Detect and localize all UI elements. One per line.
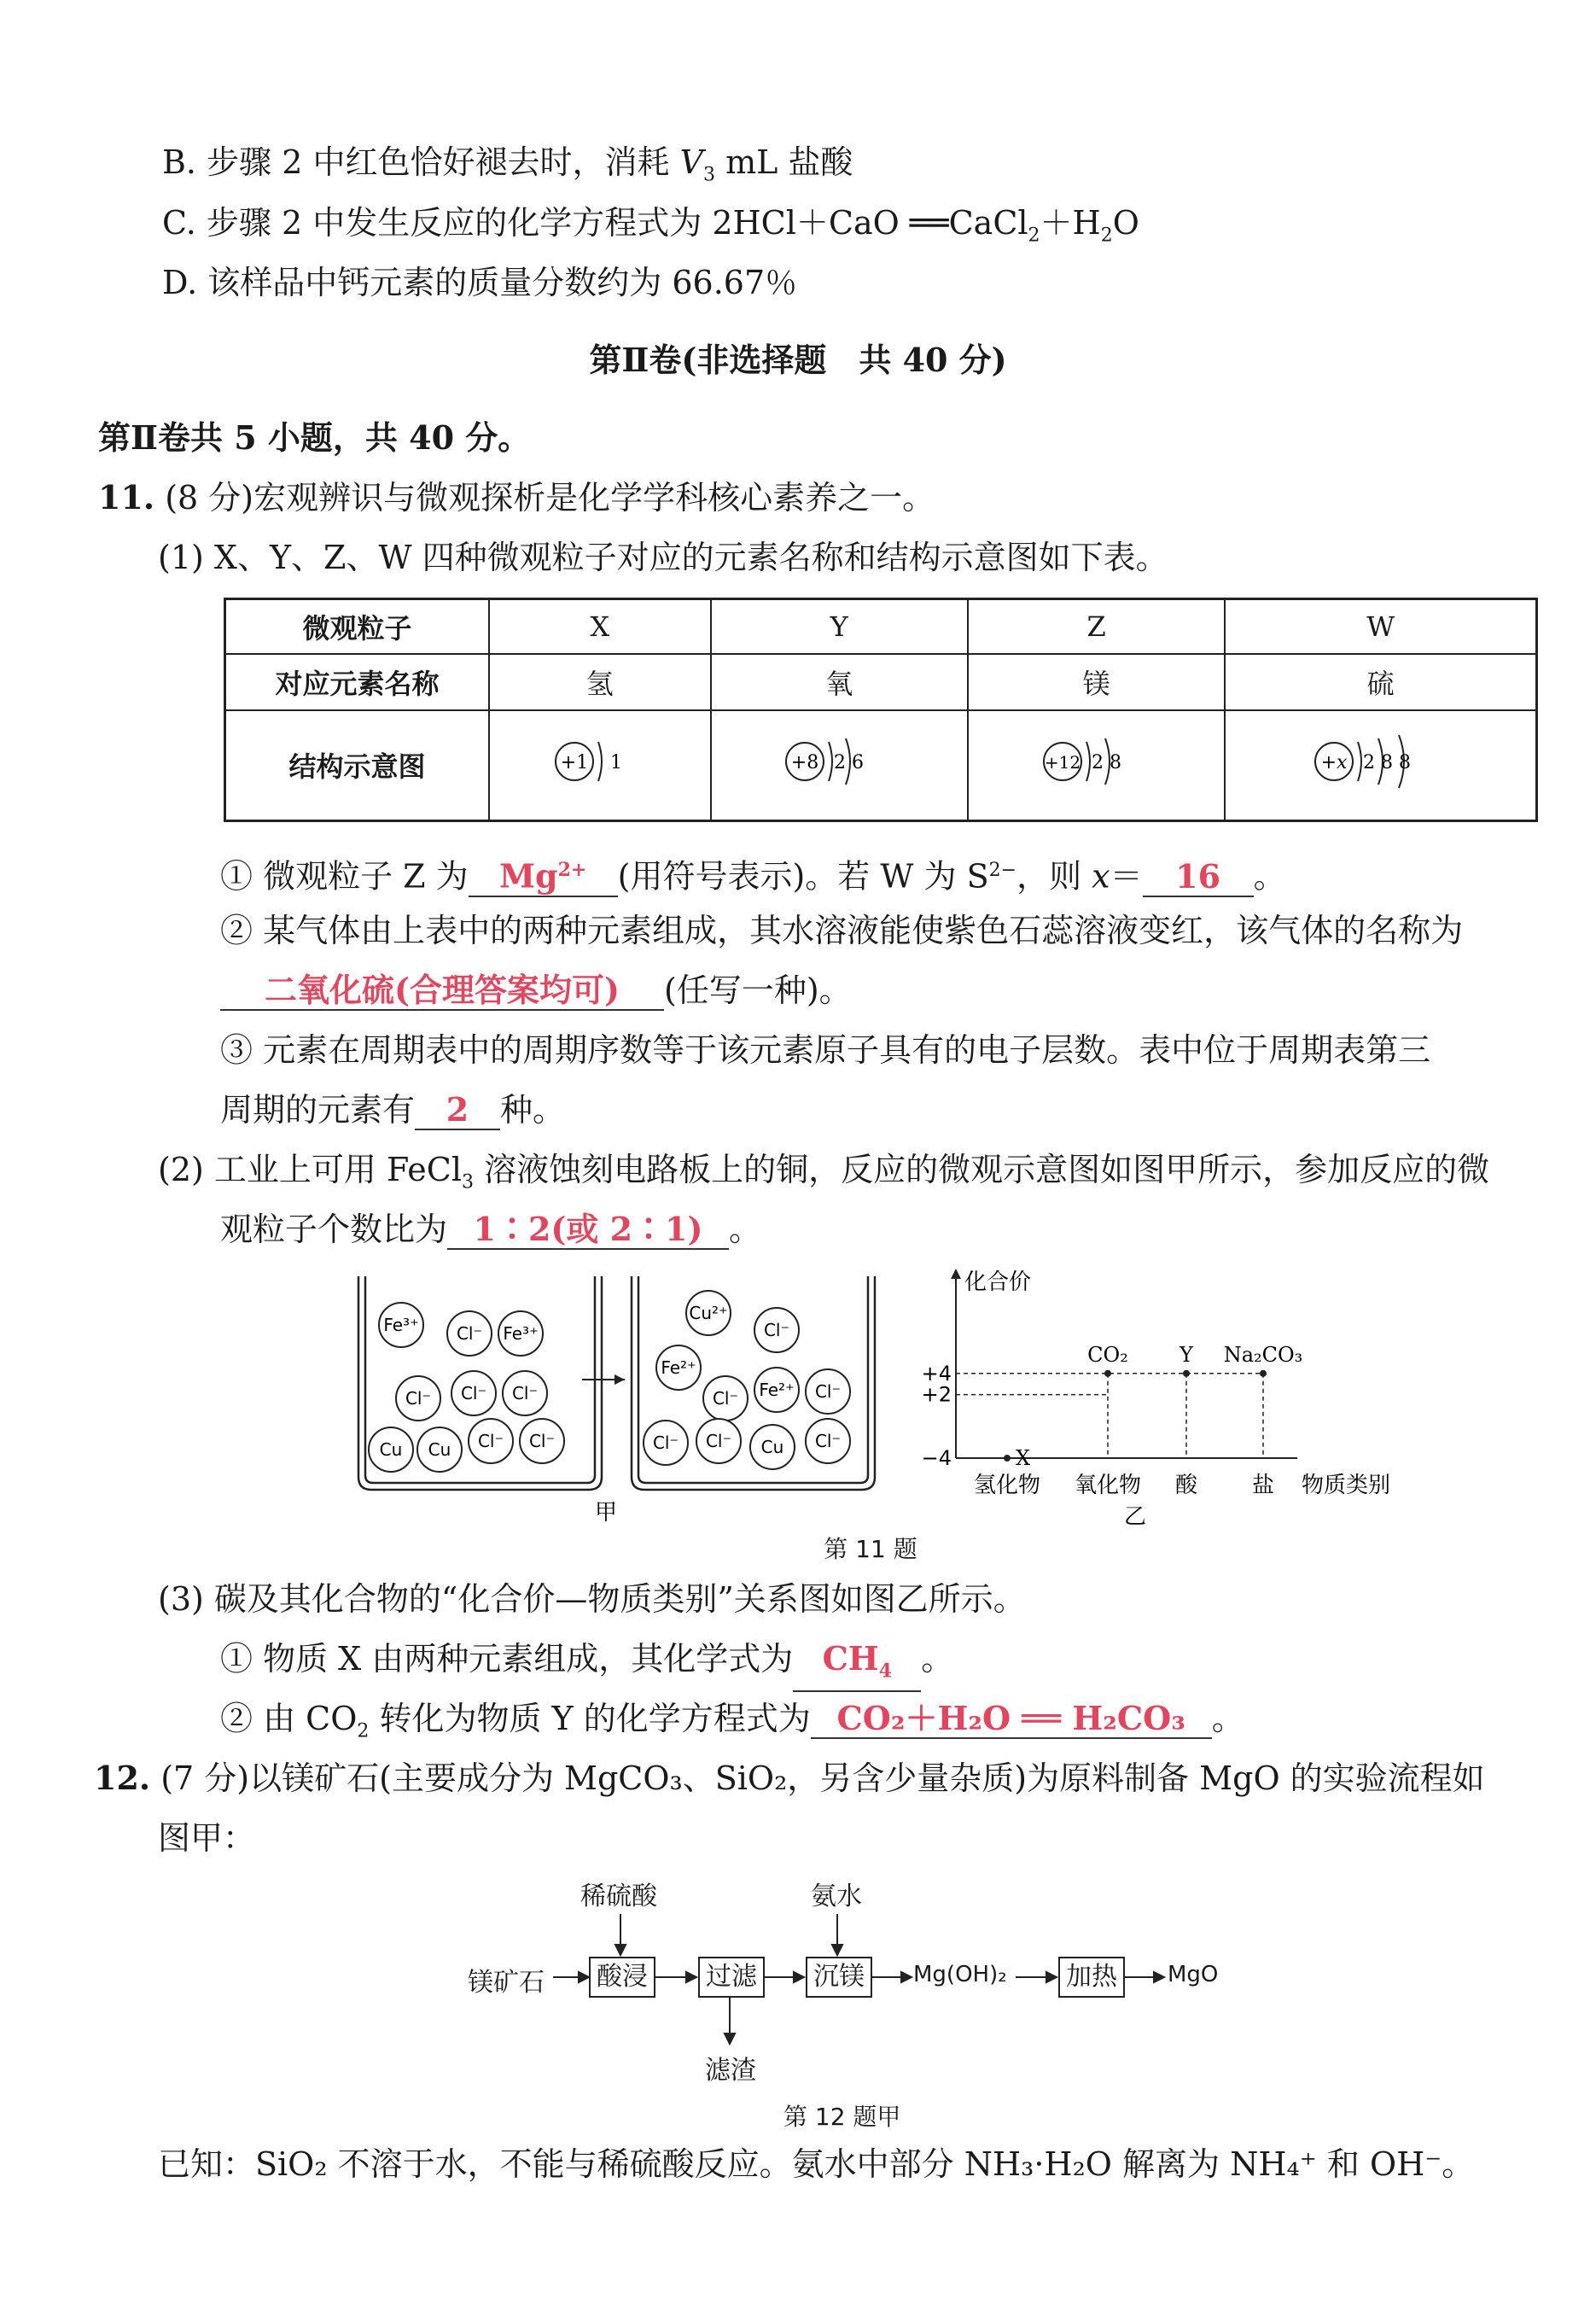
ion-label: Cl⁻ xyxy=(460,1383,487,1403)
ion-label: Cl⁻ xyxy=(477,1431,504,1451)
structure-diagram-y xyxy=(711,710,968,821)
shell-electrons: 2 8 8 xyxy=(1362,752,1411,774)
ion-label: Cl⁻ xyxy=(528,1431,556,1451)
point-label: Na₂CO₃ xyxy=(1223,1342,1303,1367)
table-cell: W xyxy=(1225,599,1536,654)
figure-yi-chart xyxy=(913,1263,1408,1537)
nucleus-charge: +12 xyxy=(1044,752,1081,773)
answer-blank-mg[interactable]: $Mg^{2+}$ xyxy=(469,851,618,897)
x-tick-label: 盐 xyxy=(1251,1473,1275,1498)
ion-label: Cl⁻ xyxy=(705,1431,732,1451)
q12-stem-2: 图甲： xyxy=(158,1819,256,1857)
answer-blank-x[interactable]: 16 xyxy=(1143,858,1254,897)
figure-label-yi: 乙 xyxy=(1123,1504,1147,1530)
flowchart-arrows xyxy=(0,1904,1280,2057)
answer-blank-ch4[interactable]: $CH_4$ xyxy=(793,1640,921,1692)
q11-s3: ③ 元素在周期表中的周期序数等于该元素原子具有的电子层数。表中位于周期表第三 xyxy=(220,1031,1431,1069)
table-header-structure: 结构示意图 xyxy=(225,710,490,821)
y-tick-label: −4 xyxy=(921,1446,952,1470)
ion-label: Cl⁻ xyxy=(456,1323,483,1344)
table-cell: X xyxy=(489,599,711,654)
table-cell: 镁 xyxy=(968,654,1225,710)
fig12-caption: 第 12 题甲 xyxy=(783,2103,901,2131)
table-cell: 硫 xyxy=(1225,654,1536,710)
structure-diagram-w xyxy=(1225,710,1536,821)
ion-label: Fe²⁺ xyxy=(661,1357,696,1378)
table-cell: Y xyxy=(711,599,968,654)
answer-blank-ratio[interactable]: 1∶2(或 2∶1) xyxy=(447,1211,729,1250)
ion-label: Fe³⁺ xyxy=(383,1315,419,1335)
ion-label: Cu xyxy=(379,1439,403,1460)
structure-diagram-x xyxy=(489,710,711,821)
ion-label: Cl⁻ xyxy=(712,1388,739,1409)
shell-electrons: 1 xyxy=(609,752,622,774)
ion-label: Fe²⁺ xyxy=(759,1380,795,1400)
flow-end: MgO xyxy=(1168,1962,1219,1987)
answer-blank-gas[interactable]: 二氧化硫(合理答案均可) xyxy=(220,972,664,1011)
ion-label: Cl⁻ xyxy=(763,1320,790,1340)
ion-label: Cl⁻ xyxy=(511,1383,539,1403)
section-note: 第Ⅱ卷共 5 小题，共 40 分。 xyxy=(98,418,531,457)
q11-part3-s2: ② 由 $CO_2$ 转化为物质 Y 的化学方程式为 CO₂＋H₂O ══ H₂CO₃ 。 xyxy=(220,1699,1244,1742)
shell-electrons: 2 8 xyxy=(1091,752,1121,774)
y-axis-label: 化合价 xyxy=(964,1269,1032,1295)
q11-s2: ② 某气体由上表中的两种元素组成，其水溶液能使紫色石蕊溶液变红，该气体的名称为 xyxy=(220,912,1464,949)
option-b: B. 步骤 2 中红色恰好褪去时，消耗 $V_3$ mL 盐酸 xyxy=(162,143,853,186)
x-axis-label: 物质类别 xyxy=(1302,1473,1391,1498)
q11-s2-answer-line: 二氧化硫(合理答案均可) (任写一种)。 xyxy=(220,969,852,1012)
reagent-sulfuric-acid: 稀硫酸 xyxy=(580,1882,657,1911)
table-cell: 氢 xyxy=(489,654,711,710)
ion-label: Fe³⁺ xyxy=(503,1323,539,1344)
flow-step-acid-leach: 酸浸 xyxy=(589,1957,655,1998)
ion-label: Cu²⁺ xyxy=(689,1303,728,1323)
reagent-ammonia: 氨水 xyxy=(811,1882,862,1911)
table-cell: 氧 xyxy=(711,654,968,710)
nucleus-charge: +8 xyxy=(790,752,819,774)
q11-part2-line2: 观粒子个数比为 1∶2(或 2∶1) 。 xyxy=(220,1210,762,1248)
table-header-element: 对应元素名称 xyxy=(225,654,490,710)
q11-part2: (2) 工业上可用 FeCl$_3$ 溶液蚀刻电路板上的铜，反应的微观示意图如图甲所示，参加反应的微 xyxy=(158,1151,1490,1193)
q11-stem: 11. (8 分)宏观辨识与微观探析是化学学科核心素养之一。 xyxy=(98,478,935,516)
ion-label: Cl⁻ xyxy=(814,1431,842,1451)
nucleus-charge: +1 xyxy=(560,752,588,774)
answer-blank-equation[interactable]: CO₂＋H₂O ══ H₂CO₃ xyxy=(811,1700,1212,1739)
ion-label: Cu xyxy=(428,1439,451,1460)
ion-label: Cl⁻ xyxy=(405,1388,432,1409)
q11-s3-line2: 周期的元素有 2 种。 xyxy=(220,1090,566,1129)
shell-electrons: 2 6 xyxy=(834,752,865,774)
data-point xyxy=(1004,1455,1011,1462)
q12-known: 已知：SiO₂ 不溶于水，不能与稀硫酸反应。氨水中部分 NH₃·H₂O 解离为 NH₄⁺ 和 OH⁻。 xyxy=(158,2145,1475,2183)
x-tick-label: 氢化物 xyxy=(973,1473,1041,1498)
x-tick-label: 氧化物 xyxy=(1074,1473,1142,1498)
ion-label: Cu xyxy=(760,1437,784,1457)
flow-residue: 滤渣 xyxy=(705,2056,756,2086)
structure-diagram-z xyxy=(968,710,1225,821)
figure-label-jia: 甲 xyxy=(594,1500,618,1526)
point-label: CO₂ xyxy=(1087,1342,1128,1367)
flow-intermediate: Mg(OH)₂ xyxy=(913,1962,1007,1987)
y-tick-label: +2 xyxy=(921,1382,952,1407)
section-title: 第Ⅱ卷(非选择题 共 40 分) xyxy=(589,341,1007,379)
particle-table xyxy=(224,598,1538,822)
x-tick-label: 酸 xyxy=(1174,1473,1198,1498)
option-c: C. 步骤 2 中发生反应的化学方程式为 2HCl＋CaO $══CaCl_2+H_2O$ xyxy=(162,204,1139,247)
ion-label: Cl⁻ xyxy=(814,1381,842,1402)
option-d: D. 该样品中钙元素的质量分数约为 66.67％ xyxy=(162,264,798,301)
figure-jia-beakers xyxy=(350,1272,879,1528)
fig11-caption: 第 11 题 xyxy=(824,1535,917,1563)
y-axis-arrow xyxy=(951,1269,961,1279)
point-label: Y xyxy=(1180,1342,1193,1367)
table-cell: Z xyxy=(968,599,1225,654)
flow-start: 镁矿石 xyxy=(468,1968,545,1998)
flow-step-filter: 过滤 xyxy=(698,1957,765,1998)
point-label: X xyxy=(1016,1446,1031,1470)
q11-part3-s1: ① 物质 X 由两种元素组成，其化学式为 $CH_4$ 。 xyxy=(220,1637,953,1692)
q11-part3: (3) 碳及其化合物的“化合价—物质类别”关系图如图乙所示。 xyxy=(158,1580,1026,1618)
data-point xyxy=(1260,1370,1267,1377)
q11-part1: (1) X、Y、Z、W 四种微观粒子对应的元素名称和结构示意图如下表。 xyxy=(158,539,1168,576)
y-tick-label: +4 xyxy=(921,1361,952,1386)
flow-step-precipitate: 沉镁 xyxy=(806,1957,872,1998)
flow-step-heat: 加热 xyxy=(1058,1957,1125,1998)
q12-stem: 12. (7 分)以镁矿石(主要成分为 MgCO₃、SiO₂，另含少量杂质)为原料制备 MgO 的实验流程如 xyxy=(94,1759,1485,1797)
nucleus-charge: +x xyxy=(1320,752,1348,774)
ion-label: Cl⁻ xyxy=(652,1433,679,1453)
q11-s1: ① 微观粒子 Z 为 $Mg^{2+}$ (用符号表示)。若 W 为 $S^{2-}$，则 x＝ 16 。 xyxy=(220,849,1286,898)
answer-blank-count[interactable]: 2 xyxy=(415,1091,500,1130)
table-header-particle: 微观粒子 xyxy=(225,599,490,654)
